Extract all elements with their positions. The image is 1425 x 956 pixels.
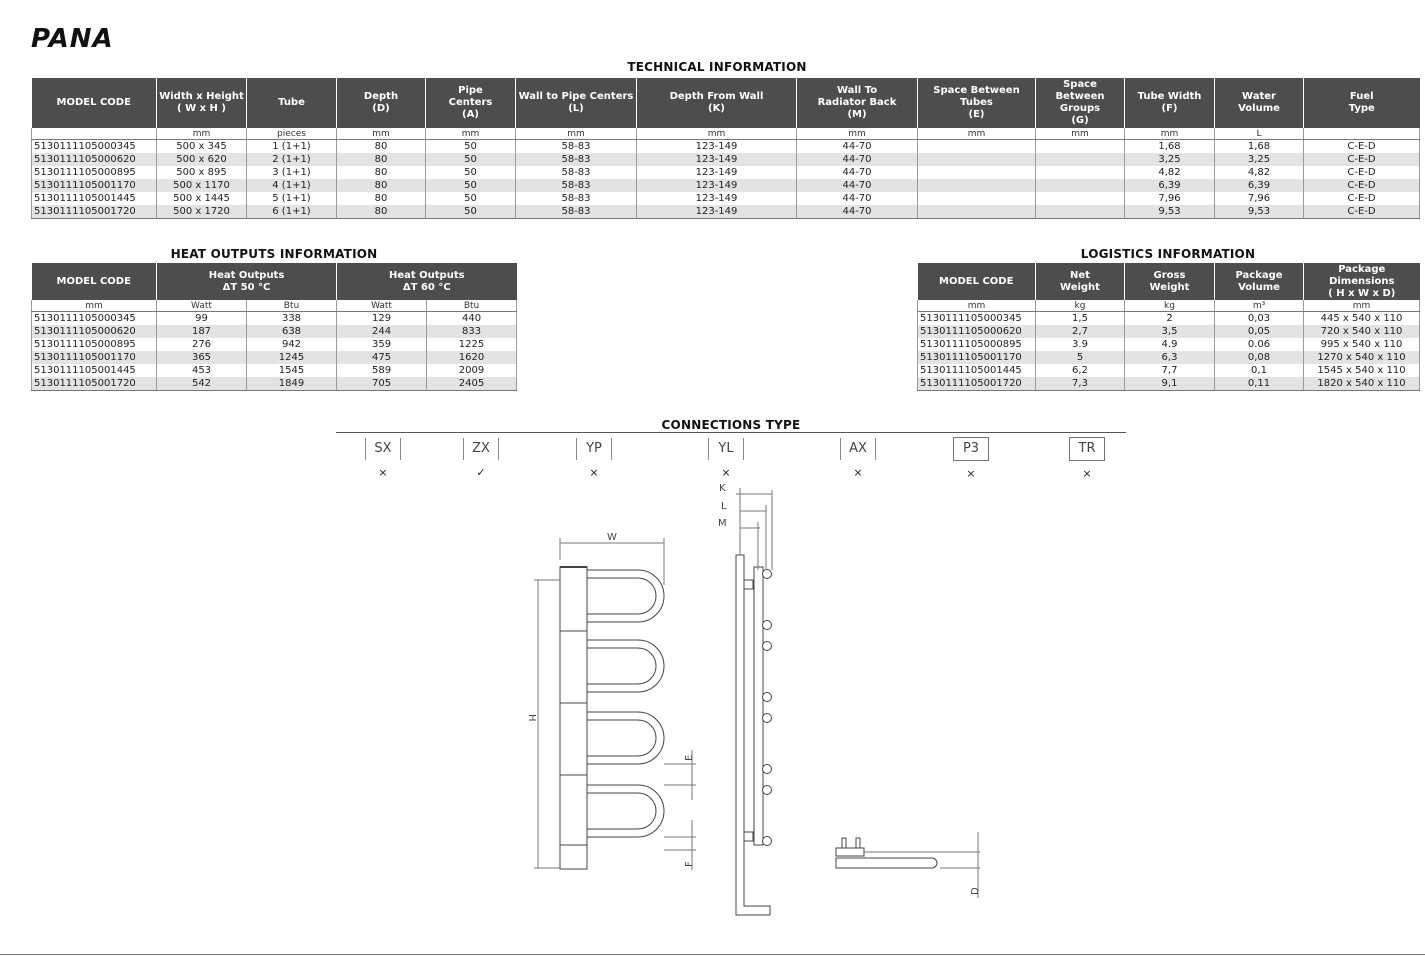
dim-label-k: K: [719, 483, 726, 494]
cross-icon: ×: [721, 466, 731, 479]
logistics-cell: 445 x 540 x 110: [1304, 312, 1420, 326]
heat-header-0: MODEL CODE: [32, 263, 157, 300]
technical-unit-7: mm: [797, 128, 918, 140]
technical-cell: 1,68: [1125, 140, 1215, 154]
logistics-cell: 3.9: [1036, 338, 1125, 351]
logistics-header-1: Net Weight: [1036, 263, 1125, 300]
technical-unit-10: mm: [1125, 128, 1215, 140]
heat-unit-4: Btu: [427, 300, 517, 312]
connection-code: P3: [953, 437, 989, 461]
logistics-cell: 7,7: [1125, 364, 1215, 377]
heat-cell: 5130111105000620: [32, 325, 157, 338]
technical-cell: C-E-D: [1304, 166, 1420, 179]
logistics-header-0: MODEL CODE: [918, 263, 1036, 300]
technical-cell: 7,96: [1215, 192, 1304, 205]
technical-unit-2: pieces: [247, 128, 337, 140]
dim-label-m: M: [718, 518, 727, 529]
technical-cell: 58-83: [516, 140, 637, 154]
heat-cell: 542: [157, 377, 247, 391]
technical-header-0: MODEL CODE: [32, 78, 157, 128]
logistics-cell: 5130111105001445: [918, 364, 1036, 377]
technical-header-7: Wall To Radiator Back (M): [797, 78, 918, 128]
dim-label-h: H: [526, 714, 537, 722]
technical-cell: 80: [337, 179, 426, 192]
technical-title: TECHNICAL INFORMATION: [627, 60, 807, 74]
technical-unit-1: mm: [157, 128, 247, 140]
heat-cell: 942: [247, 338, 337, 351]
logistics-cell: 995 x 540 x 110: [1304, 338, 1420, 351]
technical-cell: 58-83: [516, 166, 637, 179]
technical-unit-4: mm: [426, 128, 516, 140]
technical-cell: 4 (1+1): [247, 179, 337, 192]
heat-cell: 2009: [427, 364, 517, 377]
brand-title: PANA: [31, 24, 114, 54]
heat-title: HEAT OUTPUTS INFORMATION: [170, 247, 378, 261]
technical-cell: C-E-D: [1304, 140, 1420, 154]
logistics-cell: 3,5: [1125, 325, 1215, 338]
logistics-cell: 9,1: [1125, 377, 1215, 391]
connection-code: YL: [708, 438, 744, 460]
heat-cell: 638: [247, 325, 337, 338]
logistics-unit-2: kg: [1125, 300, 1215, 312]
logistics-cell: 0,1: [1215, 364, 1304, 377]
technical-cell: 80: [337, 192, 426, 205]
technical-cell: 44-70: [797, 140, 918, 154]
logistics-header-3: Package Volume: [1215, 263, 1304, 300]
heat-cell: 1245: [247, 351, 337, 364]
connection-code: YP: [576, 438, 612, 460]
heat-cell: 244: [337, 325, 427, 338]
heat-cell: 99: [157, 312, 247, 326]
heat-cell: 5130111105001445: [32, 364, 157, 377]
page-bottom-rule: [0, 954, 1425, 955]
heat-cell: 453: [157, 364, 247, 377]
dim-label-d: D: [970, 887, 981, 895]
heat-cell: 187: [157, 325, 247, 338]
logistics-cell: 2,7: [1036, 325, 1125, 338]
technical-header-12: Fuel Type: [1304, 78, 1420, 128]
technical-cell: 50: [426, 166, 516, 179]
logistics-cell: 5130111105001170: [918, 351, 1036, 364]
technical-cell: 44-70: [797, 166, 918, 179]
heat-cell: 1545: [247, 364, 337, 377]
heat-cell: 1620: [427, 351, 517, 364]
logistics-cell: 6,3: [1125, 351, 1215, 364]
technical-header-10: Tube Width (F): [1125, 78, 1215, 128]
technical-cell: 500 x 1445: [157, 192, 247, 205]
dim-label-f: F: [684, 861, 695, 867]
logistics-unit-4: mm: [1304, 300, 1420, 312]
cross-icon: ×: [589, 466, 599, 479]
cross-icon: ×: [378, 466, 388, 479]
logistics-header-4: Package Dimensions ( H x W x D): [1304, 263, 1420, 300]
technical-cell: 6,39: [1125, 179, 1215, 192]
heat-cell: 276: [157, 338, 247, 351]
technical-unit-6: mm: [637, 128, 797, 140]
heat-cell: 1849: [247, 377, 337, 391]
heat-cell: 5130111105001170: [32, 351, 157, 364]
cross-icon: ×: [966, 467, 976, 480]
technical-unit-8: mm: [918, 128, 1036, 140]
technical-cell: 80: [337, 153, 426, 166]
logistics-unit-1: kg: [1036, 300, 1125, 312]
logistics-cell: 7,3: [1036, 377, 1125, 391]
heat-cell: 5130111105000895: [32, 338, 157, 351]
logistics-cell: 5130111105000895: [918, 338, 1036, 351]
logistics-cell: 0.06: [1215, 338, 1304, 351]
technical-cell: 44-70: [797, 153, 918, 166]
connection-code: SX: [365, 438, 401, 460]
technical-cell: C-E-D: [1304, 192, 1420, 205]
technical-cell: 4,82: [1125, 166, 1215, 179]
logistics-unit-3: m³: [1215, 300, 1304, 312]
heat-cell: 129: [337, 312, 427, 326]
technical-cell: 5130111105000345: [32, 140, 157, 154]
logistics-cell: 6,2: [1036, 364, 1125, 377]
technical-cell: 5130111105001170: [32, 179, 157, 192]
logistics-cell: 1545 x 540 x 110: [1304, 364, 1420, 377]
technical-unit-3: mm: [337, 128, 426, 140]
technical-cell: 5 (1+1): [247, 192, 337, 205]
logistics-cell: 0,08: [1215, 351, 1304, 364]
heat-cell: 5130111105001720: [32, 377, 157, 391]
technical-unit-11: L: [1215, 128, 1304, 140]
heat-cell: 833: [427, 325, 517, 338]
heat-cell: 705: [337, 377, 427, 391]
check-icon: ✓: [476, 466, 486, 479]
logistics-cell: 0,03: [1215, 312, 1304, 326]
dim-label-w: W: [607, 532, 617, 543]
logistics-cell: 5130111105001720: [918, 377, 1036, 391]
technical-unit-5: mm: [516, 128, 637, 140]
dim-label-l: L: [721, 501, 727, 512]
technical-cell: 50: [426, 192, 516, 205]
heat-unit-1: Watt: [157, 300, 247, 312]
heat-cell: 2405: [427, 377, 517, 391]
technical-cell: 44-70: [797, 192, 918, 205]
technical-cell: 123-149: [637, 179, 797, 192]
technical-cell: 3 (1+1): [247, 166, 337, 179]
connection-code: AX: [840, 438, 876, 460]
technical-cell: 9,53: [1215, 205, 1304, 219]
logistics-title: LOGISTICS INFORMATION: [1080, 247, 1256, 261]
heat-cell: 1225: [427, 338, 517, 351]
technical-cell: 80: [337, 205, 426, 219]
technical-cell: 500 x 895: [157, 166, 247, 179]
technical-header-4: Pipe Centers (A): [426, 78, 516, 128]
technical-cell: 123-149: [637, 140, 797, 154]
technical-cell: 5130111105000895: [32, 166, 157, 179]
logistics-cell: 5130111105000345: [918, 312, 1036, 326]
logistics-unit-0: mm: [918, 300, 1036, 312]
cross-icon: ×: [853, 466, 863, 479]
technical-cell: 44-70: [797, 205, 918, 219]
technical-cell: 50: [426, 179, 516, 192]
logistics-cell: 720 x 540 x 110: [1304, 325, 1420, 338]
connection-code: ZX: [463, 438, 499, 460]
technical-cell: 500 x 620: [157, 153, 247, 166]
technical-header-9: Space Between Groups (G): [1036, 78, 1125, 128]
technical-cell: 1,68: [1215, 140, 1304, 154]
heat-header-1: Heat Outputs ΔT 50 °C: [157, 263, 337, 300]
logistics-cell: 4.9: [1125, 338, 1215, 351]
heat-cell: 440: [427, 312, 517, 326]
logistics-cell: 5130111105000620: [918, 325, 1036, 338]
logistics-cell: 2: [1125, 312, 1215, 326]
technical-cell: 6,39: [1215, 179, 1304, 192]
technical-cell: 123-149: [637, 192, 797, 205]
technical-cell: 50: [426, 153, 516, 166]
technical-header-6: Depth From Wall (K): [637, 78, 797, 128]
technical-cell: 7,96: [1125, 192, 1215, 205]
technical-header-3: Depth (D): [337, 78, 426, 128]
technical-cell: 58-83: [516, 153, 637, 166]
logistics-cell: 1270 x 540 x 110: [1304, 351, 1420, 364]
technical-cell: 2 (1+1): [247, 153, 337, 166]
technical-cell: 3,25: [1125, 153, 1215, 166]
technical-cell: 123-149: [637, 205, 797, 219]
technical-cell: 80: [337, 166, 426, 179]
technical-cell: 50: [426, 205, 516, 219]
technical-cell: 500 x 345: [157, 140, 247, 154]
technical-cell: 58-83: [516, 192, 637, 205]
technical-cell: C-E-D: [1304, 153, 1420, 166]
technical-header-8: Space Between Tubes (E): [918, 78, 1036, 128]
heat-cell: 589: [337, 364, 427, 377]
technical-cell: 5130111105001445: [32, 192, 157, 205]
connection-code: TR: [1069, 437, 1105, 461]
technical-unit-9: mm: [1036, 128, 1125, 140]
technical-cell: 123-149: [637, 166, 797, 179]
heat-unit-0: mm: [32, 300, 157, 312]
technical-cell: 500 x 1720: [157, 205, 247, 219]
technical-cell: 58-83: [516, 205, 637, 219]
technical-cell: 500 x 1170: [157, 179, 247, 192]
technical-cell: C-E-D: [1304, 179, 1420, 192]
technical-cell: C-E-D: [1304, 205, 1420, 219]
technical-cell: 3,25: [1215, 153, 1304, 166]
logistics-cell: 5: [1036, 351, 1125, 364]
technical-cell: 50: [426, 140, 516, 154]
heat-header-2: Heat Outputs ΔT 60 °C: [337, 263, 517, 300]
logistics-cell: 1,5: [1036, 312, 1125, 326]
connections-title: CONNECTIONS TYPE: [661, 418, 801, 432]
heat-cell: 5130111105000345: [32, 312, 157, 326]
heat-unit-3: Watt: [337, 300, 427, 312]
heat-cell: 359: [337, 338, 427, 351]
technical-cell: 5130111105000620: [32, 153, 157, 166]
technical-cell: 123-149: [637, 153, 797, 166]
heat-cell: 365: [157, 351, 247, 364]
heat-cell: 475: [337, 351, 427, 364]
heat-cell: 338: [247, 312, 337, 326]
technical-header-11: Water Volume: [1215, 78, 1304, 128]
technical-cell: 4,82: [1215, 166, 1304, 179]
technical-header-2: Tube: [247, 78, 337, 128]
cross-icon: ×: [1082, 467, 1092, 480]
heat-unit-2: Btu: [247, 300, 337, 312]
technical-header-5: Wall to Pipe Centers (L): [516, 78, 637, 128]
technical-cell: 6 (1+1): [247, 205, 337, 219]
logistics-cell: 0,05: [1215, 325, 1304, 338]
technical-cell: 1 (1+1): [247, 140, 337, 154]
logistics-header-2: Gross Weight: [1125, 263, 1215, 300]
technical-cell: 44-70: [797, 179, 918, 192]
technical-cell: 80: [337, 140, 426, 154]
technical-cell: 58-83: [516, 179, 637, 192]
logistics-cell: 0,11: [1215, 377, 1304, 391]
logistics-cell: 1820 x 540 x 110: [1304, 377, 1420, 391]
technical-cell: 5130111105001720: [32, 205, 157, 219]
dim-label-e: E: [684, 754, 695, 761]
technical-header-1: Width x Height ( W x H ): [157, 78, 247, 128]
technical-cell: 9,53: [1125, 205, 1215, 219]
